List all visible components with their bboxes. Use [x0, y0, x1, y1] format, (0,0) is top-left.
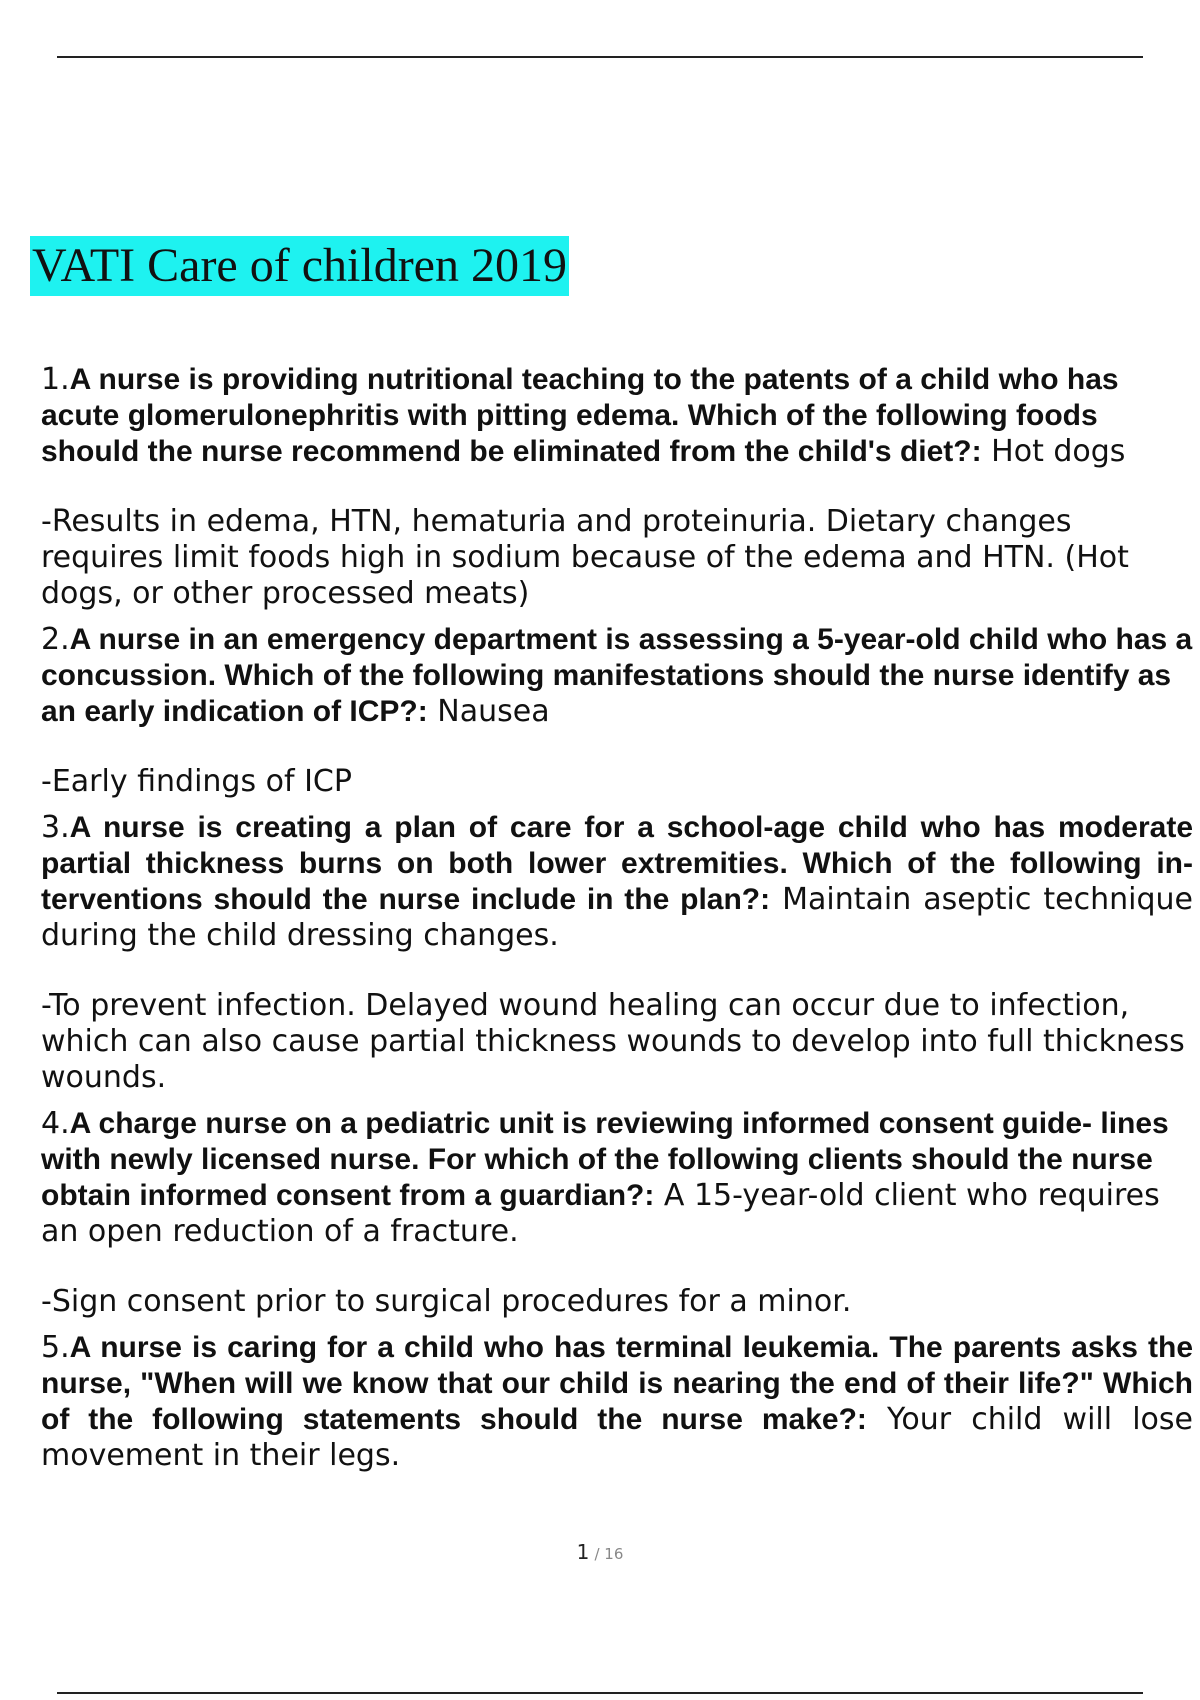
question-paragraph: [41, 362, 1193, 470]
rationale-text: -Early findings of ICP: [41, 764, 352, 799]
question-number: 1.: [41, 362, 70, 397]
document-title: VATI Care of children 2019: [30, 236, 569, 296]
question-list: [41, 362, 1193, 1474]
question-paragraph: [41, 1330, 1193, 1474]
answer-text: Hot dogs: [991, 434, 1126, 469]
question-item: [41, 362, 1193, 612]
question-number: 5.: [41, 1330, 70, 1365]
rationale-text: -To prevent infection. Delayed wound healing can occur due to infection, which can also cause partial thickness wounds to develop into full thickness wounds.: [41, 988, 1185, 1095]
top-rule: [57, 56, 1143, 58]
answer-text: Your child will lose movement in their legs.: [41, 1402, 1193, 1473]
question-text: A nurse in an emergency department is assessing a 5-year-old child who has a concussion. Which of the following manifestations should the nurse identify as an early indication of ICP?:: [41, 623, 1193, 728]
question-paragraph: [41, 622, 1193, 730]
question-item: [41, 810, 1193, 1096]
question-item: [41, 1106, 1193, 1320]
question-text: A charge nurse on a pediatric unit is reviewing informed consent guide- lines with newly licensed nurse. For which of the following clients should the nurse obtain informed consent from a guardian?:: [41, 1107, 1169, 1212]
page-indicator: [0, 1540, 1200, 1564]
question-text: A nurse is providing nutritional teaching to the patents of a child who has acute glomerulonephritis with pitting edema. Which of the following foods should the nurse recommend be eliminated from the child's diet?:: [41, 363, 1119, 468]
answer-text: Nausea: [437, 694, 550, 729]
rationale-text: -Sign consent prior to surgical procedures for a minor.: [41, 1284, 852, 1319]
rationale-text: -Results in edema, HTN, hematuria and proteinuria. Dietary changes requires limit foods high in sodium because of the edema and HTN. (Hot dogs, or other processed meats): [41, 504, 1129, 611]
page-total: / 16: [594, 1545, 624, 1563]
bottom-rule: [57, 1692, 1143, 1694]
question-paragraph: [41, 1106, 1193, 1250]
page-current: 1: [576, 1540, 590, 1564]
question-item: [41, 622, 1193, 800]
question-number: 3.: [41, 810, 70, 845]
question-number: 2.: [41, 622, 70, 657]
question-text: A nurse is caring for a child who has terminal leukemia. The parents asks the nurse, "When will we know that our child is nearing the end of their life?" Which of the following statements should the nurse make?:: [41, 1331, 1193, 1436]
question-item: [41, 1330, 1193, 1474]
question-text: A nurse is creating a plan of care for a school-age child who has moderate partial thickness burns on both lower extremities. Which of the following in- terventions should the nurse include in the plan?:: [41, 811, 1193, 916]
answer-text: A 15-year-old client who requires an open reduction of a fracture.: [41, 1178, 1160, 1249]
answer-text: Maintain aseptic technique during the child dressing changes.: [41, 882, 1193, 953]
question-number: 4.: [41, 1106, 70, 1141]
question-paragraph: [41, 810, 1193, 954]
